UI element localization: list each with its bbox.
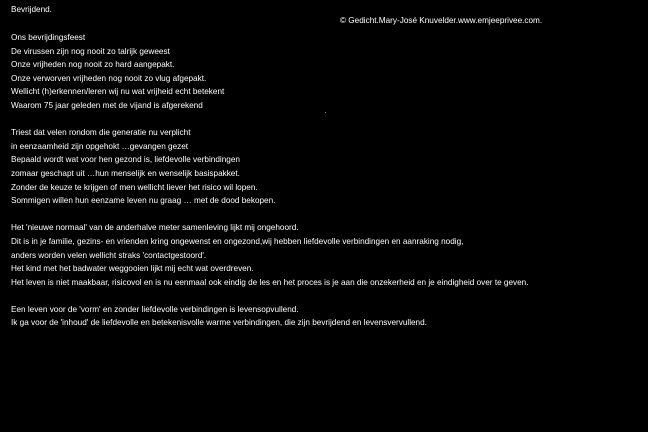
poem-line: Ons bevrijdingsfeest [11, 33, 86, 42]
poem-line: De virussen zijn nog nooit zo talrijk geweest [11, 46, 170, 56]
poem-line: Sommigen willen hun eenzame leven nu graag … met de dood bekopen. [11, 196, 276, 206]
poem-line: anders worden velen wellicht straks 'contactgestoord'. [11, 250, 207, 260]
poem-line: Wellicht (h)erkennen/leren wij nu wat vrijheid echt betekent [11, 87, 225, 97]
poem-line: Het 'nieuwe normaal' van de anderhalve meter samenleving lijkt mij ongehoord. [11, 223, 299, 233]
poem-line: Ik ga voor de 'inhoud' de liefdevolle en betekenisvolle warme verbindingen, die zijn bevrijdend en levensvervullend. [11, 318, 427, 328]
poem-line: Een leven voor de 'vorm' en zonder liefdevolle verbindingen is levensopvullend. [11, 304, 299, 314]
poem-body [11, 31, 641, 344]
poem-line: Triest dat velen rondom die generatie nu verplicht [11, 128, 191, 138]
stanza [11, 303, 641, 330]
poem-line: Onze verworven vrijheden nog nooit zo vlug afgepakt. [11, 73, 207, 83]
copyright-notice: © Gedicht.Mary-José Knuvelder.www.emjeeprivee.com. [340, 16, 543, 25]
stanza [11, 31, 641, 113]
poem-line: in eenzaamheid zijn opgehokt …gevangen gezet [11, 141, 189, 151]
poem-line: Zonder de keuze te krijgen of men wellicht liever het risico wil lopen. [11, 182, 258, 192]
poem-line: Waarom 75 jaar geleden met de vijand is afgerekend [11, 100, 203, 110]
poem-title: Bevrijdend. [11, 5, 52, 14]
poem-line: Het kind met het badwater weggooien lijkt mij echt wat overdreven. [11, 264, 254, 274]
poem-line: Dit is in je familie, gezins- en vrienden kring ongewenst en ongezond,wij hebben liefdevolle verbindingen en aanraking nodig, [11, 236, 464, 246]
poem-line: Onze vrijheden nog nooit zo hard aangepakt. [11, 60, 175, 70]
poem-line: Het leven is niet maakbaar, risicovol en is nu eenmaal ook eindig de les en het proces is je aan die onzekerheid en je eindigheid over te geven. [11, 277, 529, 287]
poem-line: Bepaald wordt wat voor hen gezond is, liefdevolle verbindingen [11, 155, 240, 165]
poem-line: zomaar geschapt uit …hun menselijk en wenselijk basispakket. [11, 168, 240, 178]
stanza [11, 221, 641, 289]
stanza [11, 126, 641, 208]
